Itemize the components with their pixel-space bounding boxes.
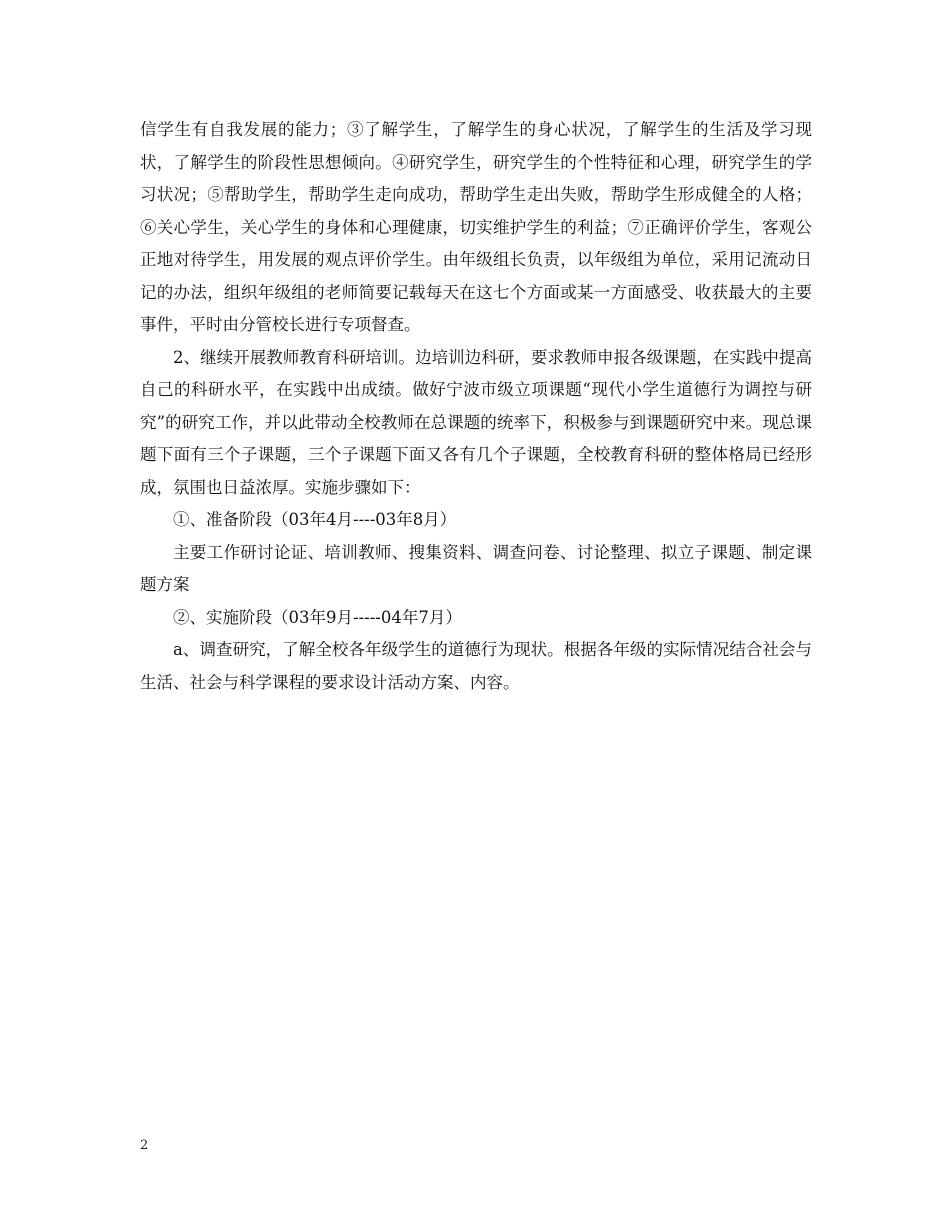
paragraph-implementation-stage: ②、实施阶段（03年9月-----04年7月） xyxy=(173,607,462,627)
document-body xyxy=(140,114,812,699)
paragraph-main-work: 主要工作研讨论证、培训教师、搜集资料、调查问卷、讨论整理、拟立子课题、制定课题方案 xyxy=(140,542,812,594)
paragraph-research-training: 2、继续开展教师教育科研培训。边培训边科研，要求教师申报各级课题，在实践中提高自己的科研水平，在实践中出成绩。做好宁波市级立项课题“现代小学生道德行为调控与研究”的研究工作，并以此带动全校教师在总课题的统率下，积极参与到课题研究中来。现总课题下面有三个子课题，三个子课题下面又各有几个子课题，全校教育科研的整体格局已经形成，氛围也日益浓厚。实施步骤如下： xyxy=(140,347,812,497)
page-number: 2 xyxy=(140,1138,149,1153)
paragraph-continuation: 信学生有自我发展的能力；③了解学生，了解学生的身心状况，了解学生的生活及学习现状，了解学生的阶段性思想倾向。④研究学生，研究学生的个性特征和心理，研究学生的学习状况；⑤帮助学生，帮助学生走向成功，帮助学生走出失败，帮助学生形成健全的人格；⑥关心学生，关心学生的身体和心理健康，切实维护学生的利益；⑦正确评价学生，客观公正地对待学生，用发展的观点评价学生。由年级组长负责，以年级组为单位，采用记流动日记的办法，组织年级组的老师简要记载每天在这七个方面或某一方面感受、收获最大的主要事件，平时由分管校长进行专项督查。 xyxy=(140,120,812,334)
paragraph-survey-research: a、调查研究，了解全校各年级学生的道德行为现状。根据各年级的实际情况结合社会与生活、社会与科学课程的要求设计活动方案、内容。 xyxy=(140,640,812,692)
paragraph-preparation-stage: ①、准备阶段（03年4月----03年8月） xyxy=(173,510,457,529)
